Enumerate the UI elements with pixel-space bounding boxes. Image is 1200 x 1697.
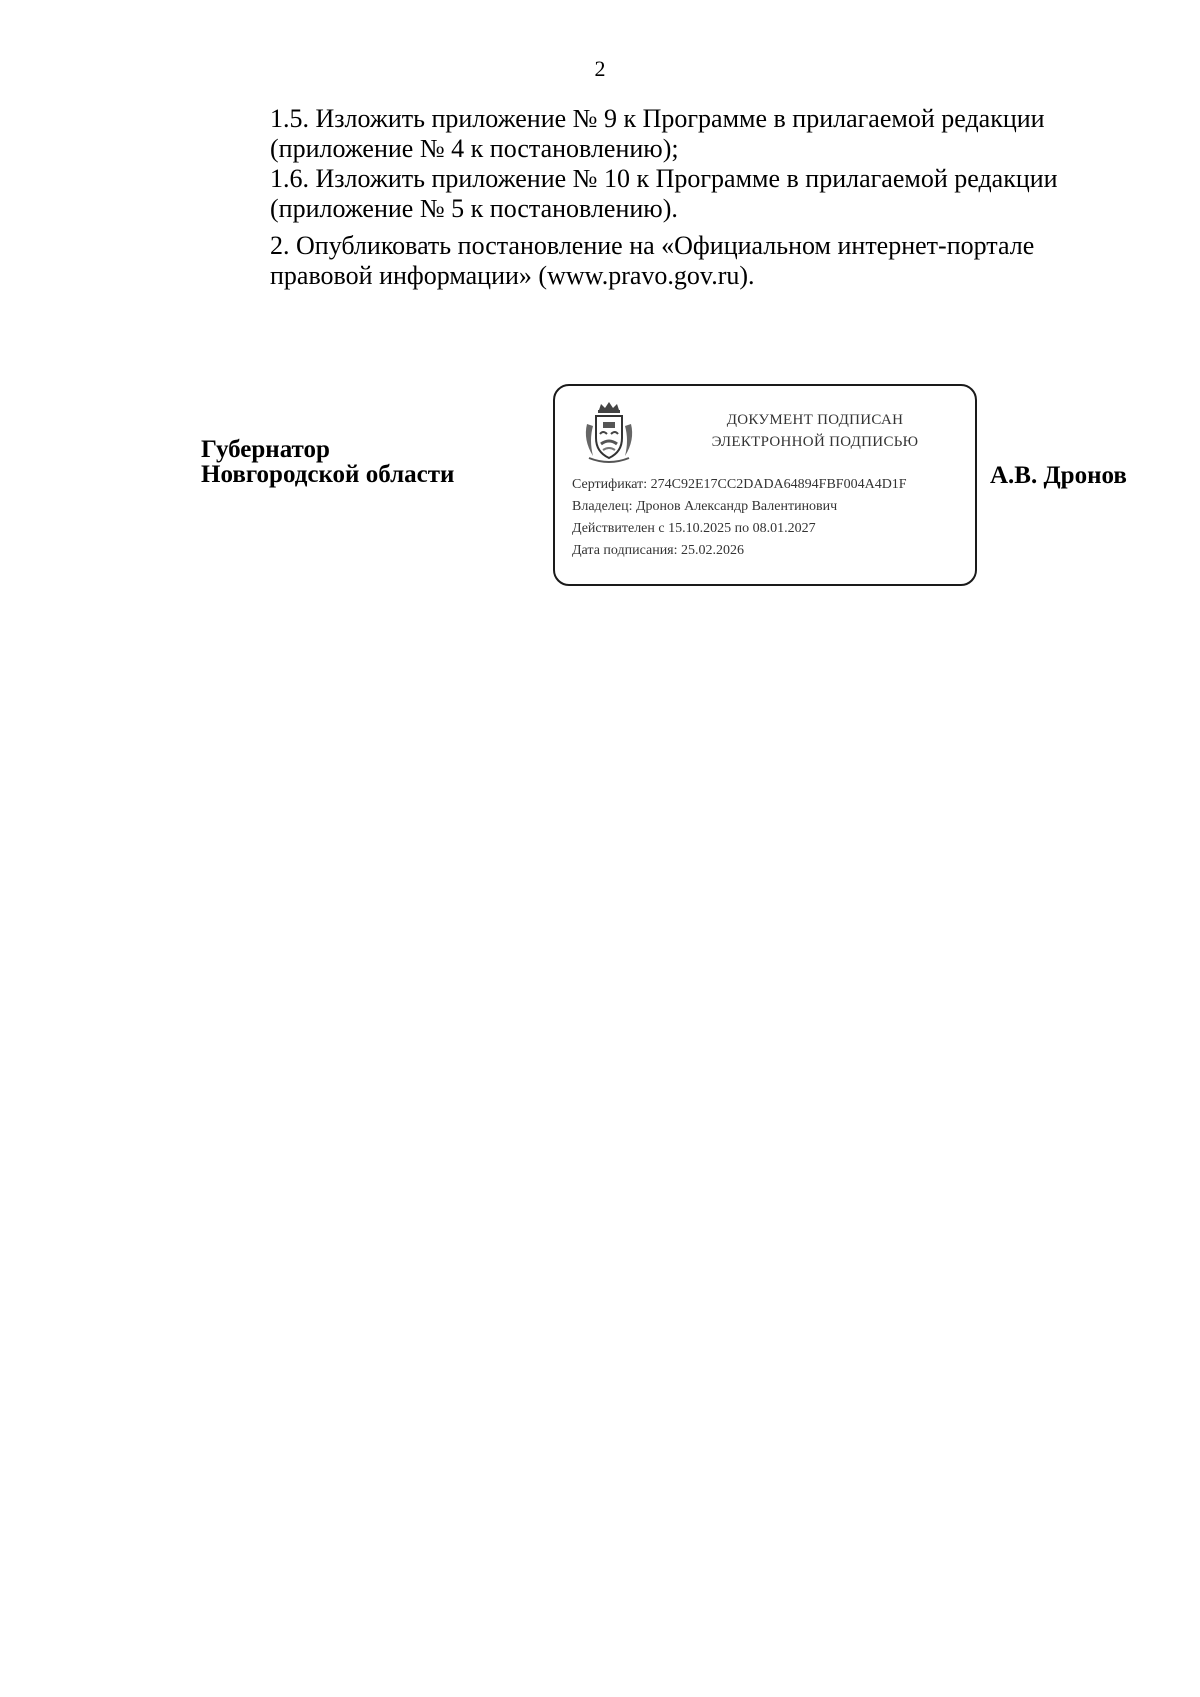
paragraph-line: правовой информации» (www.pravo.gov.ru). bbox=[270, 261, 755, 290]
signatory-title-line: Губернатор bbox=[201, 436, 330, 463]
paragraph-1-5 bbox=[201, 104, 1145, 164]
electronic-signature-stamp bbox=[553, 384, 977, 586]
paragraph-line: 1.6. Изложить приложение № 10 к Программе в прилагаемой редакции bbox=[270, 164, 1058, 193]
certificate-validity: Действителен с 15.10.2025 по 08.01.2027 bbox=[572, 521, 816, 536]
paragraph-line: (приложение № 5 к постановлению). bbox=[270, 194, 678, 223]
stamp-header bbox=[675, 409, 955, 453]
paragraph-line: (приложение № 4 к постановлению); bbox=[270, 134, 679, 163]
document-body bbox=[201, 104, 1145, 291]
signatory-name: А.В. Дронов bbox=[990, 462, 1127, 489]
paragraph-2 bbox=[201, 231, 1145, 291]
stamp-header-line: ЭЛЕКТРОННОЙ ПОДПИСЬЮ bbox=[711, 434, 919, 450]
stamp-header-line: ДОКУМЕНТ ПОДПИСАН bbox=[726, 412, 904, 428]
coat-of-arms-icon bbox=[579, 400, 639, 464]
signatory-title-line: Новгородской области bbox=[201, 461, 455, 488]
signing-date: Дата подписания: 25.02.2026 bbox=[572, 543, 745, 558]
page-number: 2 bbox=[594, 56, 606, 81]
signatory-title bbox=[201, 437, 454, 487]
certificate-number: Сертификат: 274C92E17CC2DADA64894FBF004A4D1F bbox=[572, 477, 907, 492]
paragraph-line: 2. Опубликовать постановление на «Официальном интернет-портале bbox=[270, 231, 1035, 260]
certificate-owner: Владелец: Дронов Александр Валентинович bbox=[572, 499, 838, 514]
stamp-details bbox=[572, 474, 965, 562]
paragraph-line: 1.5. Изложить приложение № 9 к Программе в прилагаемой редакции bbox=[270, 104, 1045, 133]
paragraph-1-6 bbox=[201, 164, 1145, 224]
